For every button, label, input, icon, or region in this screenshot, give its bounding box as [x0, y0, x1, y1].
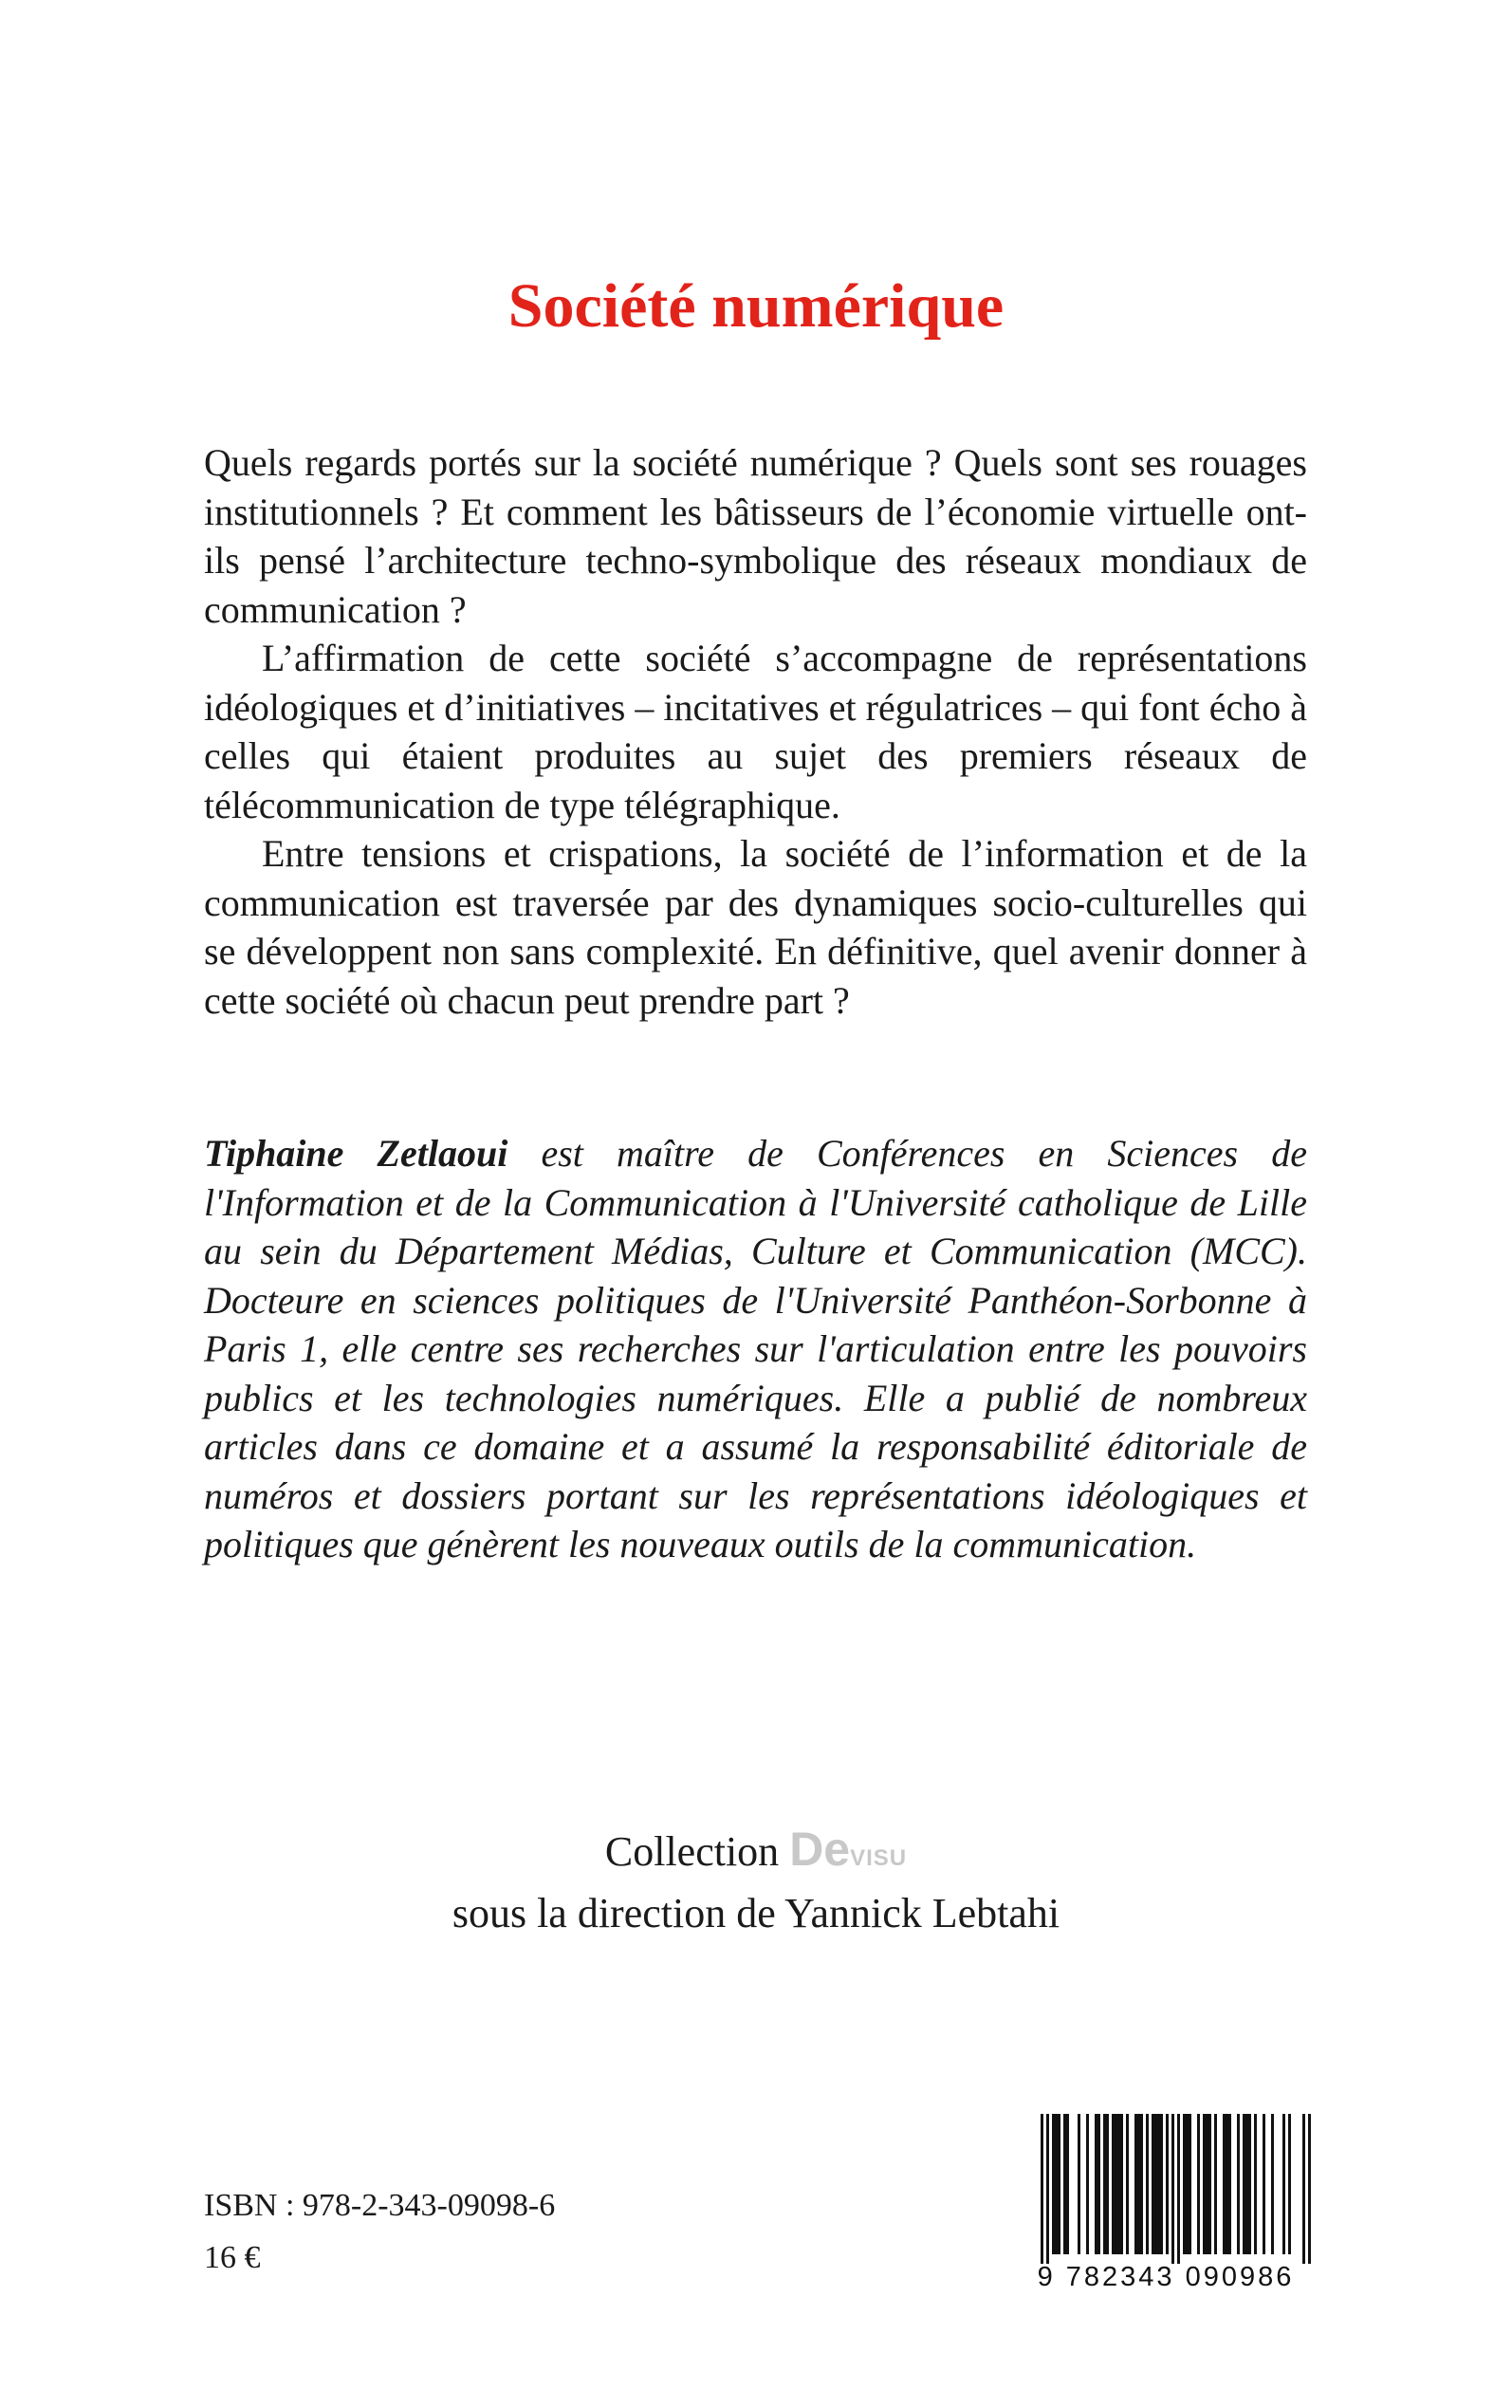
barcode-bar — [1237, 2114, 1240, 2254]
barcode-bar — [1248, 2114, 1251, 2254]
barcode-bar — [1117, 2114, 1120, 2254]
barcode-bar — [1177, 2114, 1180, 2264]
barcode-bar — [1254, 2114, 1257, 2254]
barcode-bar — [1140, 2114, 1143, 2254]
blurb-paragraph-3: Entre tensions et crispations, la société de l’information et de la communication est traversée par des dynamiques socio-culturelles qui se développent non sans complexité. En définitive, quel avenir donner à cette société où chacun peut prendre part ? — [204, 832, 1307, 1022]
devisu-logo-visu: VISU — [850, 1845, 908, 1871]
barcode-bar — [1203, 2114, 1206, 2254]
collection-label: Collection — [604, 1828, 780, 1875]
barcode-bar — [1103, 2114, 1106, 2254]
price: 16 € — [204, 2240, 261, 2275]
barcode-bar — [1078, 2114, 1080, 2254]
barcode-bar — [1066, 2114, 1069, 2254]
barcode-bar — [1152, 2114, 1154, 2254]
barcode-bar — [1206, 2114, 1208, 2254]
devisu-logo-de: De — [789, 1823, 851, 1876]
barcode-bar — [1106, 2114, 1109, 2254]
devisu-logo — [789, 1823, 908, 1876]
barcode-bar — [1308, 2114, 1311, 2264]
barcode-bar — [1226, 2114, 1228, 2254]
barcode-bar — [1120, 2114, 1123, 2254]
barcode-bar — [1115, 2114, 1117, 2254]
isbn: ISBN : 978-2-343-09098-6 — [204, 2188, 556, 2223]
barcode-bar — [1245, 2114, 1248, 2254]
book-title: Société numérique — [507, 271, 1005, 341]
blurb-paragraph-2: L’affirmation de cette société s’accompagne de représentations idéologiques et d’initiatives – incitatives et régulatrices – qui font écho à celles qui étaient produites au sujet des premiers réseaux de télécommunication de type télégraphique. — [204, 637, 1307, 826]
collection-line — [0, 1822, 1512, 1886]
barcode-bar — [1154, 2114, 1157, 2254]
barcode-bar — [1095, 2114, 1097, 2254]
barcode-bar — [1243, 2114, 1245, 2254]
barcode-bar — [1160, 2114, 1163, 2254]
barcode-bar — [1097, 2114, 1100, 2254]
barcode-bar — [1112, 2114, 1115, 2254]
barcode-bar — [1058, 2114, 1060, 2254]
barcode-bars — [1020, 2114, 1312, 2264]
barcode-bar — [1134, 2114, 1137, 2254]
barcode-bar — [1052, 2114, 1055, 2254]
author-name: Tiphaine Zetlaoui — [204, 1132, 508, 1175]
collection-info — [0, 1822, 1512, 1941]
barcode-bar — [1186, 2114, 1189, 2254]
barcode-bar — [1146, 2114, 1149, 2254]
blurb-paragraph-1: Quels regards portés sur la société numérique ? Quels sont ses rouages institutionnels ? Et comment les bâtisseurs de l’économie virtuelle ont-ils pensé l’architecture techno-symbolique des réseaux mondiaux de communication ? — [204, 441, 1307, 631]
barcode-bar — [1228, 2114, 1231, 2254]
barcode-bar — [1183, 2114, 1186, 2254]
barcode-bar — [1197, 2114, 1200, 2254]
barcode-bar — [1263, 2114, 1265, 2254]
barcode-bar — [1041, 2114, 1043, 2264]
barcode — [1020, 2114, 1312, 2304]
author-bio-text: est maître de Conférences en Sciences de l'Information et de la Communication à l'Université catholique de Lille au sein du Département Médias, Culture et Communication (MCC). Docteure en sciences politiques de l'Université Panthéon-Sorbonne à Paris 1, elle centre ses recherches sur l'articulation entre les pouvoirs publics et les technologies numériques. Elle a publié de nombreux articles dans ce domaine et a assumé la responsabilité éditoriale de numéros et dossiers portant sur les représentations idéologiques et politiques que génèrent les nouveaux outils de la communication. — [204, 1132, 1307, 1565]
barcode-bar — [1166, 2114, 1169, 2254]
barcode-bar — [1137, 2114, 1140, 2254]
barcode-bar — [1214, 2114, 1217, 2254]
barcode-bar — [1189, 2114, 1191, 2254]
barcode-bar — [1223, 2114, 1226, 2254]
barcode-bar — [1063, 2114, 1066, 2254]
blurb — [204, 438, 1307, 1025]
barcode-bar — [1302, 2114, 1305, 2264]
barcode-bar — [1271, 2114, 1274, 2254]
barcode-bar — [1055, 2114, 1058, 2254]
barcode-bar — [1282, 2114, 1285, 2254]
collection-director: sous la direction de Yannick Lebtahi — [452, 1890, 1060, 1936]
barcode-bar — [1171, 2114, 1174, 2264]
barcode-bar — [1288, 2114, 1291, 2254]
barcode-digits: 9 782343 090986 — [1037, 2262, 1295, 2292]
barcode-bar — [1086, 2114, 1089, 2254]
barcode-bar — [1046, 2114, 1049, 2264]
author-bio — [204, 1129, 1307, 1569]
barcode-bar — [1126, 2114, 1129, 2254]
barcode-bar — [1208, 2114, 1211, 2254]
barcode-bar — [1157, 2114, 1160, 2254]
